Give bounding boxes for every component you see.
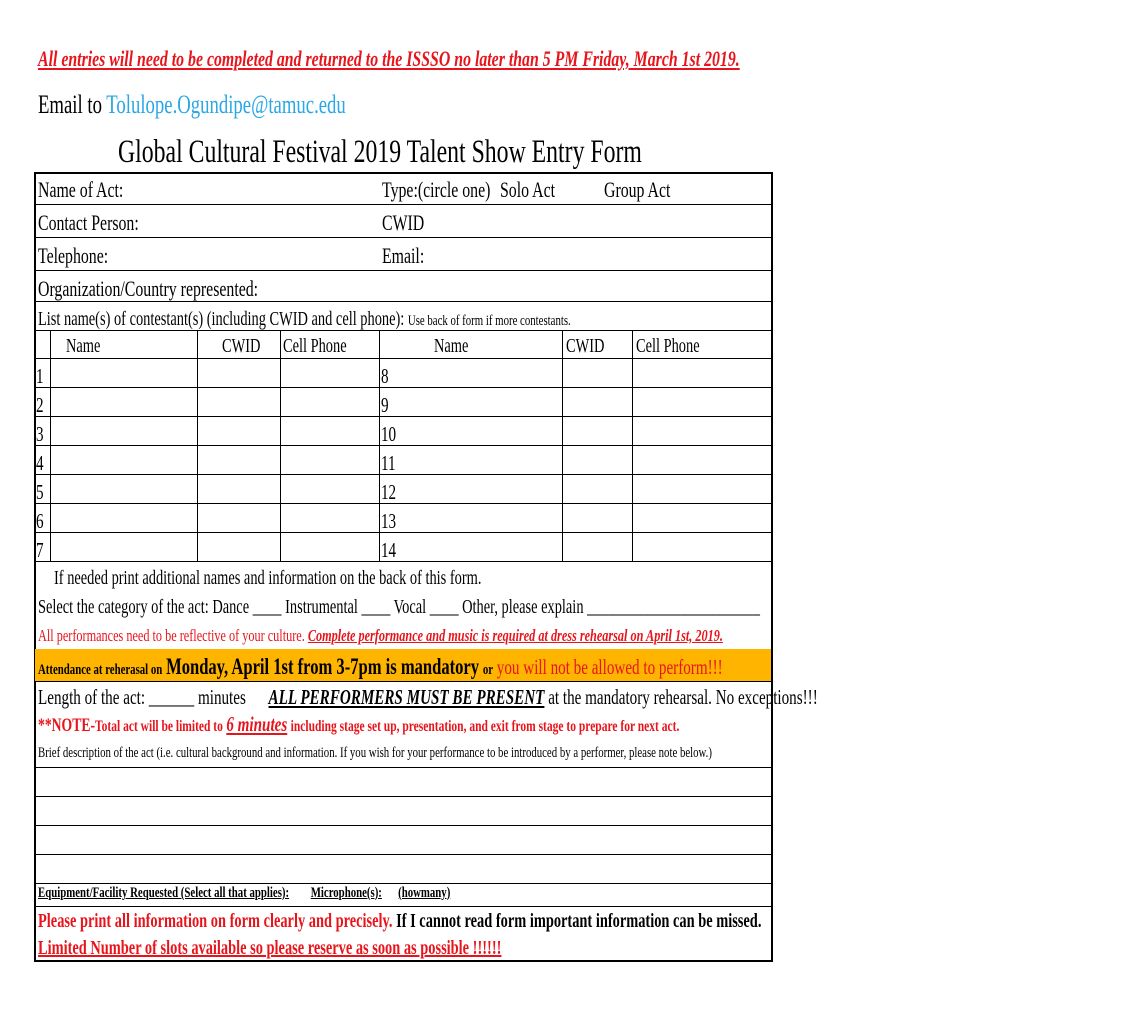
description-line [35,854,771,855]
telephone-field[interactable]: Telephone: [38,243,109,268]
email-link[interactable]: Tolulope.Ogundipe@tamuc.edu [106,90,346,119]
equipment-request: Equipment/Facility Requested (Select all that applies): Microphone(s): (howmany) [38,885,451,901]
column-header-cwid: CWID [566,335,605,357]
row-number: 2 [36,393,44,417]
table-row-line [35,416,771,417]
description-instructions: Brief description of the act (i.e. cultural background and information. If you wish for your performance to be introduced by a performer, please note below.) [38,745,712,761]
category-selection[interactable]: Select the category of the act: Dance ____ Instrumental ____ Vocal ____ Other, please explain ________________________ [38,596,760,618]
type-label: Type:(circle one) [382,177,491,202]
row-number: 3 [36,422,44,446]
description-line [35,796,771,797]
row-number: 14 [381,538,397,562]
column-line [632,330,633,561]
print-clearly-notice: Please print all information on form clearly and precisely. If I cannot read form important information can be missed. [38,910,762,932]
microphones-label: Microphone(s): [310,885,382,901]
email-line [38,90,465,120]
row-number: 6 [36,509,44,533]
description-line [35,767,771,768]
column-header-name: Name [66,335,101,357]
contact-person-field[interactable]: Contact Person: [38,210,139,235]
description-line [35,883,771,884]
table-row-line [35,358,771,359]
submission-notice: All entries will need to be completed and returned to the ISSSO no later than 5 PM Friday, March 1st 2019. [38,46,740,71]
contestants-intro-note: Use back of form if more contestants. [407,313,571,329]
table-row-line [35,561,771,562]
cwid-field[interactable]: CWID [382,210,425,235]
divider [35,204,771,205]
attendance-notice: Attendance at reherasal on Monday, April 1st from 3-7pm is mandatory or you will not be allowed to perform!!! [38,654,723,679]
divider [35,237,771,238]
column-line [280,330,281,561]
attendance-date: Monday, April 1st from 3-7pm is mandatory [166,654,480,679]
divider [35,681,771,682]
table-row-line [35,503,771,504]
column-line [197,330,198,561]
length-of-act[interactable]: Length of the act: ______ minutes ALL PERFORMERS MUST BE PRESENT at the mandatory rehearsal. No exceptions!!! [38,685,818,709]
column-line [50,330,51,561]
how-many-label: (howmany) [398,885,451,901]
solo-act-option[interactable]: Solo Act [500,177,556,202]
form-title: Global Cultural Festival 2019 Talent Show Entry Form [118,134,642,170]
organization-field[interactable]: Organization/Country represented: [38,276,259,301]
column-line [379,330,380,561]
row-number: 9 [381,393,389,417]
divider [35,906,771,907]
email-prefix: Email to [38,90,107,119]
row-number: 12 [381,480,397,504]
row-number: 7 [36,538,44,562]
name-of-act-field[interactable]: Name of Act: [38,177,124,202]
column-header-cell-phone: Cell Phone [283,335,347,357]
row-number: 5 [36,480,44,504]
limited-slots-notice: Limited Number of slots available so please reserve as soon as possible !!!!!! [38,937,502,959]
divider [35,270,771,271]
email-field[interactable]: Email: [382,243,425,268]
attendance-warning: you will not be allowed to perform!!! [496,655,723,679]
group-act-option[interactable]: Group Act [604,177,671,202]
contestants-intro: List name(s) of contestant(s) (including CWID and cell phone): Use back of form if more contestants. [38,308,571,330]
table-row-line [35,387,771,388]
row-number: 10 [381,422,397,446]
table-row-line [35,474,771,475]
row-number: 11 [381,451,396,475]
row-number: 8 [381,364,389,388]
row-number: 4 [36,451,44,475]
column-header-name: Name [434,335,469,357]
column-header-cwid: CWID [222,335,261,357]
row-number: 1 [36,364,44,388]
culture-requirement: All performances need to be reflective of your culture. Complete performance and music is required at dress rehearsal on April 1st, 2019. [38,626,723,645]
table-row-line [35,532,771,533]
rehearsal-requirement: Complete performance and music is required at dress rehearsal on April 1st, 2019. [307,626,723,645]
row-number: 13 [381,509,397,533]
time-limit-minutes: 6 minutes [226,712,288,736]
column-line [562,330,563,561]
time-limit-note: **NOTE-Total act will be limited to 6 minutes including stage set up, presentation, and exit from stage to prepare for next act. [38,712,680,736]
description-line [35,825,771,826]
all-performers-warning: ALL PERFORMERS MUST BE PRESENT [268,685,545,709]
column-header-cell-phone: Cell Phone [636,335,700,357]
back-of-form-note: If needed print additional names and information on the back of this form. [54,567,482,589]
table-row-line [35,445,771,446]
